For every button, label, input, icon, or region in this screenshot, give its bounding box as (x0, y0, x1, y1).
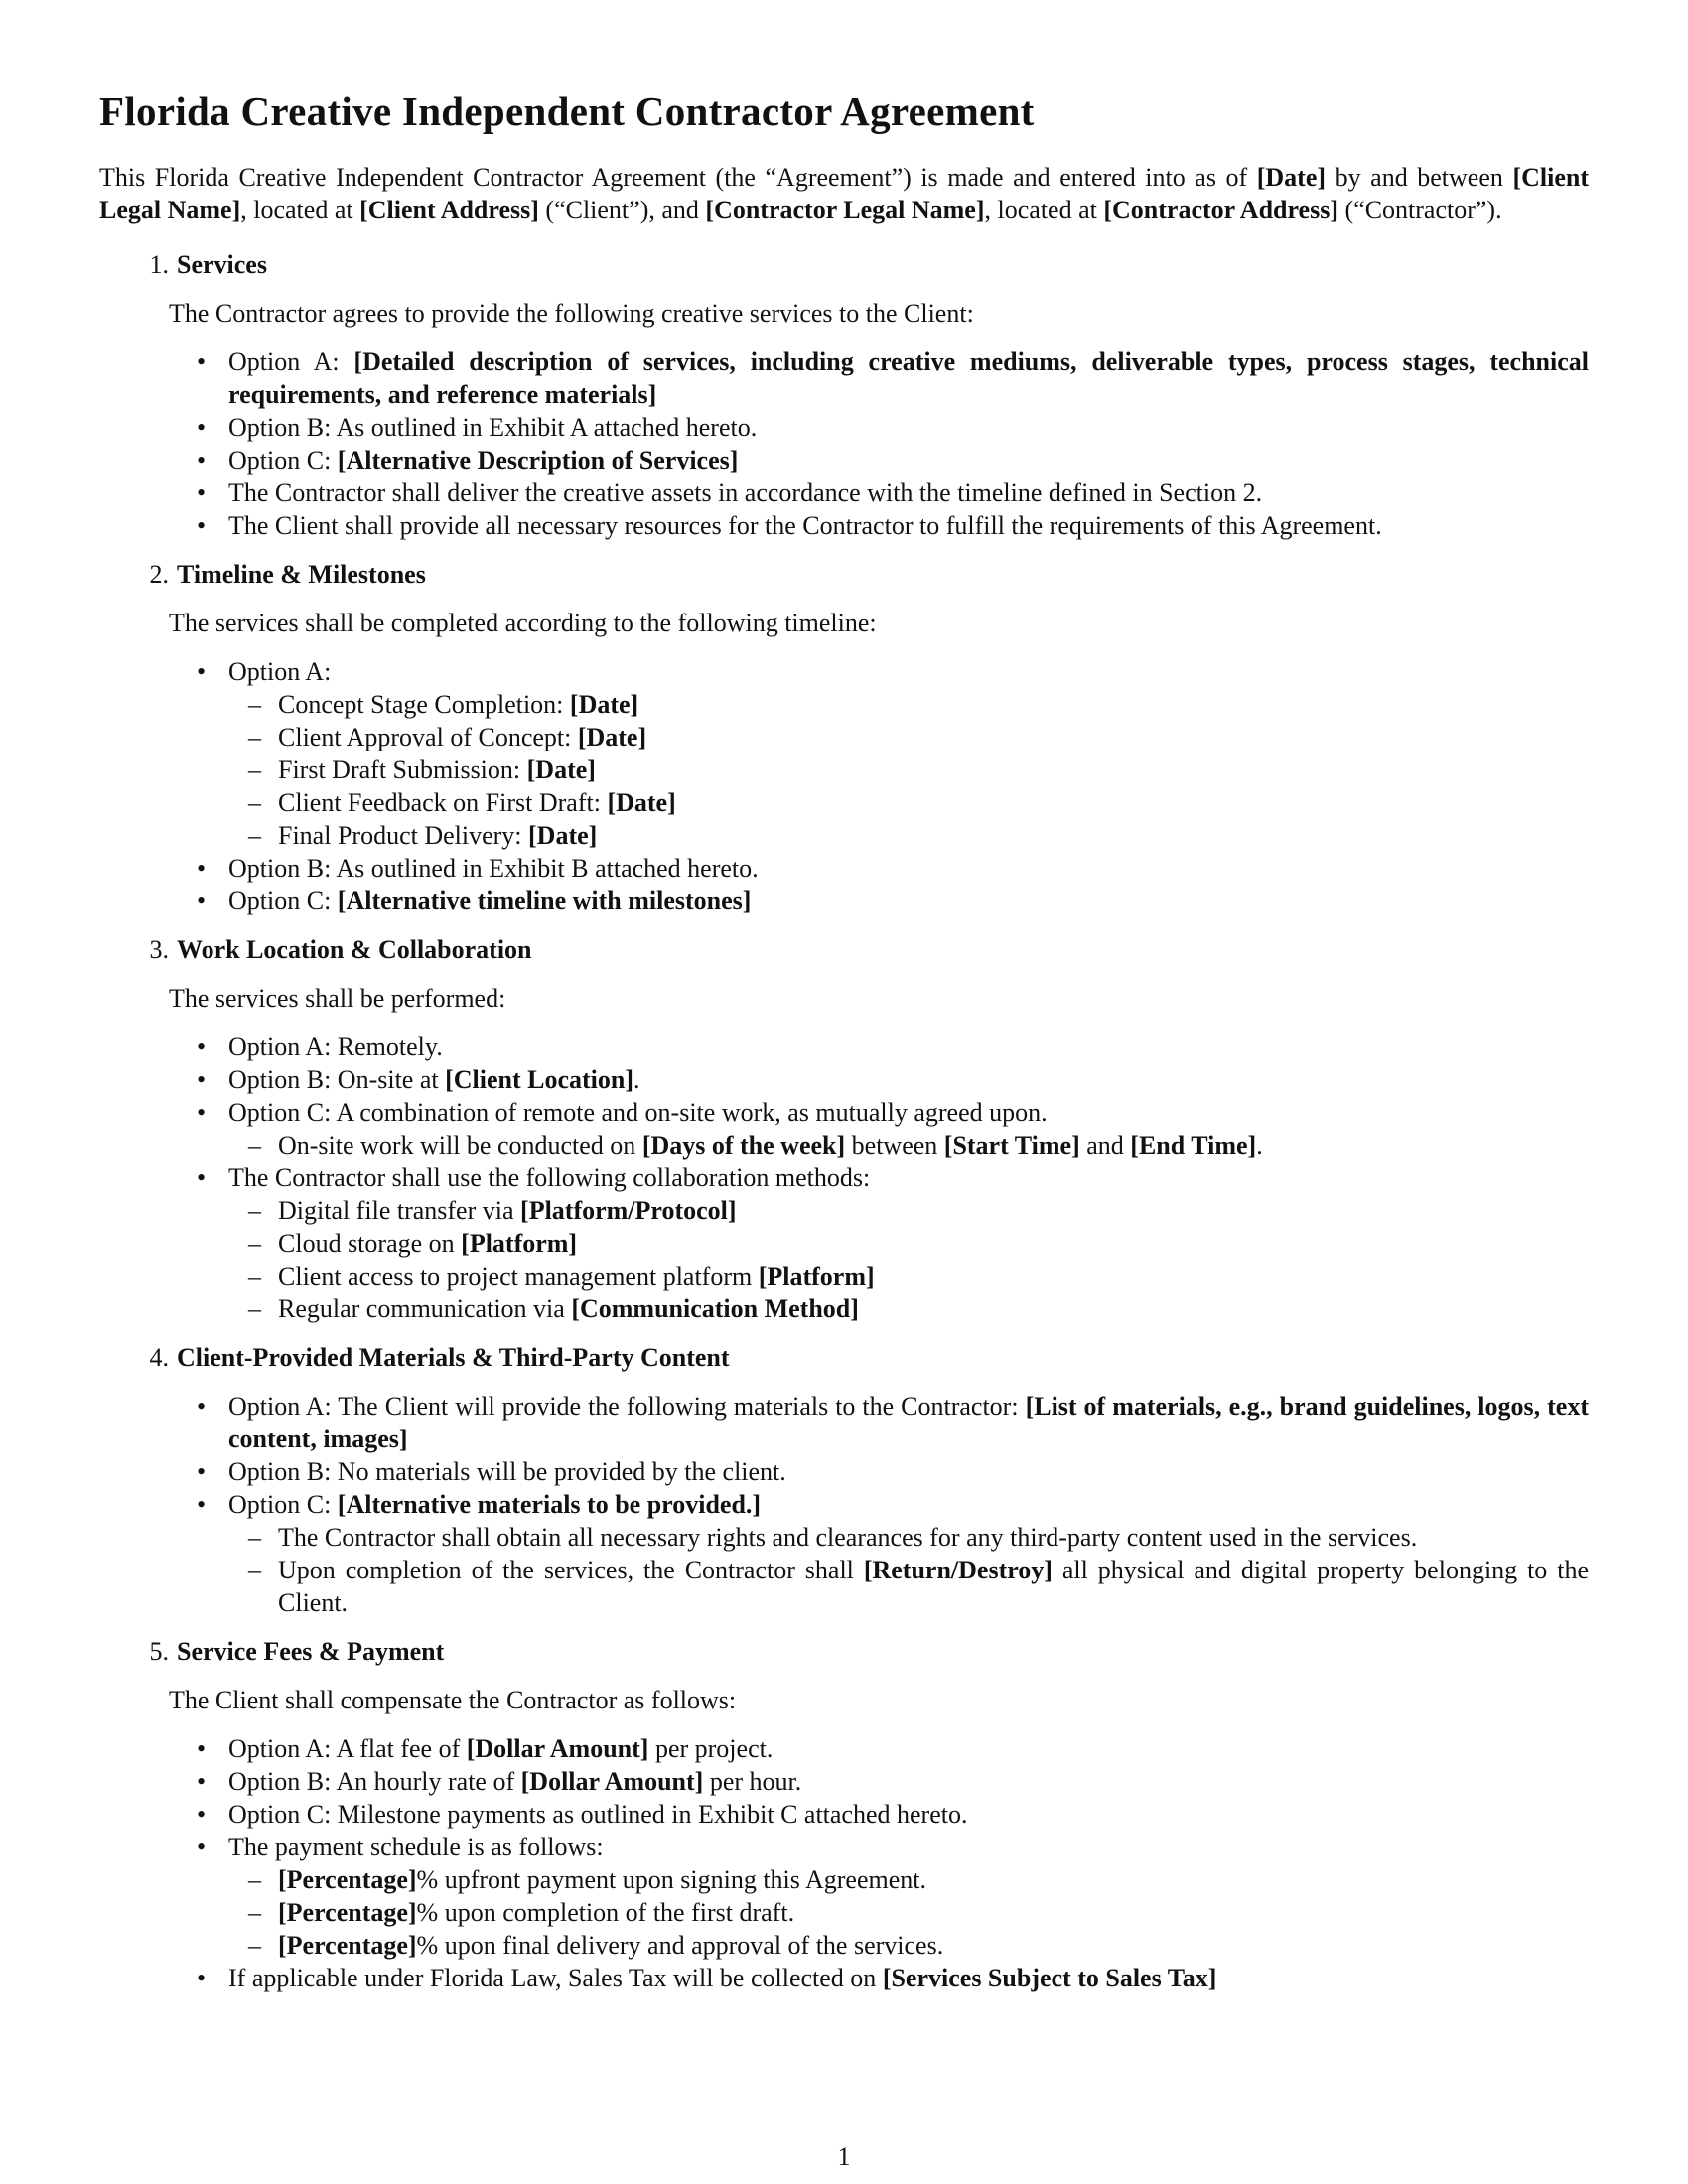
client-location-placeholder: [Client Location] (445, 1065, 634, 1094)
days-placeholder: [Days of the week] (641, 1131, 846, 1160)
date-placeholder: [Date] (526, 755, 596, 784)
section-number: 1. (149, 250, 169, 279)
date-placeholder: [Date] (607, 788, 676, 817)
contractor-address-placeholder: [Contractor Address] (1103, 196, 1338, 224)
sublist-item (278, 1863, 1589, 1896)
list-item (228, 1063, 1589, 1096)
alternative-timeline-placeholder: [Alternative timeline with milestones] (337, 887, 752, 915)
section-fees (99, 1635, 1589, 1994)
milestone-label: Client Feedback on First Draft: (278, 788, 608, 817)
list-item (228, 1732, 1589, 1765)
platform-placeholder: [Platform] (461, 1229, 578, 1258)
list-item (228, 1390, 1589, 1455)
list-item (228, 655, 1589, 852)
materials-options-list (228, 1390, 1589, 1619)
services-options-list (228, 345, 1589, 542)
section-title: Services (177, 250, 267, 279)
milestone-list (278, 688, 1589, 852)
option-label: Option C: (228, 1490, 338, 1519)
intro-text: , located at (984, 196, 1104, 224)
start-time-placeholder: [Start Time] (943, 1131, 1080, 1160)
communication-method-placeholder: [Communication Method] (571, 1295, 859, 1323)
date-placeholder: [Date] (569, 690, 639, 719)
section-lead: The Contractor agrees to provide the following creative services to the Client: (169, 299, 974, 328)
percentage-placeholder: [Percentage] (278, 1865, 417, 1894)
section-lead: The Client shall compensate the Contractor as follows: (169, 1686, 737, 1714)
list-item (228, 1161, 1589, 1325)
alternative-services-placeholder: [Alternative Description of Services] (337, 446, 739, 475)
option-label: Option A: A flat fee of (228, 1734, 467, 1763)
end-time-placeholder: [End Time] (1130, 1131, 1257, 1160)
page-number: 1 (837, 2142, 851, 2171)
section-heading (99, 558, 1589, 591)
section-number: 3. (149, 935, 169, 964)
section-number: 5. (149, 1637, 169, 1666)
section-title: Service Fees & Payment (177, 1637, 445, 1666)
sublist-item (278, 1929, 1589, 1962)
services-description-placeholder: [Detailed description of services, including creative mediums, deliverable types, process stages, technical requirements, and reference materials] (228, 347, 1590, 409)
return-destroy-placeholder: [Return/Destroy] (863, 1556, 1053, 1584)
date-placeholder: [Date] (528, 821, 598, 850)
section-lead: The services shall be completed according to the following timeline: (169, 609, 877, 637)
client-address-placeholder: [Client Address] (359, 196, 539, 224)
collaboration-sublist (278, 1194, 1589, 1325)
platform-protocol-placeholder: [Platform/Protocol] (520, 1196, 737, 1225)
option-label: Option A: (228, 347, 354, 376)
option-label: If applicable under Florida Law, Sales Tax will be collected on (228, 1964, 883, 1992)
section-number: 2. (149, 560, 169, 589)
milestone-item (278, 819, 1589, 852)
materials-sublist (278, 1521, 1589, 1619)
sublist-item (278, 1260, 1589, 1293)
percentage-placeholder: [Percentage] (278, 1931, 417, 1960)
timeline-options-list (228, 655, 1589, 917)
sublist-text: Upon completion of the services, the Contractor shall (278, 1556, 864, 1584)
option-text: per hour. (703, 1767, 802, 1796)
contractor-name-placeholder: [Contractor Legal Name] (705, 196, 985, 224)
sales-tax-placeholder: [Services Subject to Sales Tax] (882, 1964, 1217, 1992)
section-heading (99, 248, 1589, 281)
alternative-materials-placeholder: [Alternative materials to be provided.] (337, 1490, 762, 1519)
sublist-item (278, 1554, 1589, 1619)
list-item (228, 885, 1589, 917)
intro-paragraph (99, 161, 1589, 226)
sublist-item (278, 1194, 1589, 1227)
sublist-text: Regular communication via (278, 1295, 572, 1323)
client-name-placeholder: [Client Legal Name] (99, 163, 1589, 224)
list-item (228, 444, 1589, 477)
date-placeholder: [Date] (1256, 163, 1327, 192)
sublist-text: Digital file transfer via (278, 1196, 521, 1225)
sublist-text: % upon completion of the first draft. (416, 1898, 795, 1927)
option-text: per project. (648, 1734, 774, 1763)
list-item: • The Contractor shall deliver the creative assets in accordance with the timeline defined in Section 2. (228, 477, 1589, 509)
option-label: Option B: On-site at (228, 1065, 446, 1094)
list-item: • Option B: As outlined in Exhibit A attached hereto. (228, 411, 1589, 444)
section-lead: The services shall be performed: (169, 984, 506, 1013)
sublist-item (278, 1896, 1589, 1929)
milestone-label: Final Product Delivery: (278, 821, 529, 850)
dollar-amount-placeholder: [Dollar Amount] (466, 1734, 649, 1763)
sublist-text: all physical and digital property belonging to the Client. (278, 1556, 1589, 1617)
option-label: Option B: An hourly rate of (228, 1767, 521, 1796)
option-label: Option A: The Client will provide the following materials to the Contractor: (228, 1392, 1026, 1421)
section-number: 4. (149, 1343, 169, 1372)
section-work-location (99, 933, 1589, 1325)
section-timeline (99, 558, 1589, 917)
milestone-item (278, 688, 1589, 721)
section-title: Client-Provided Materials & Third-Party Content (177, 1343, 730, 1372)
sublist-item (278, 1293, 1589, 1325)
milestone-label: First Draft Submission: (278, 755, 527, 784)
list-item (228, 1831, 1589, 1962)
milestone-label: Concept Stage Completion: (278, 690, 570, 719)
option-label: The Contractor shall use the following collaboration methods: (228, 1163, 871, 1192)
milestone-item (278, 753, 1589, 786)
intro-text: , located at (240, 196, 360, 224)
sublist-text: % upon final delivery and approval of the services. (416, 1931, 944, 1960)
list-item: • The Client shall provide all necessary resources for the Contractor to fulfill the requirements of this Agreement. (228, 509, 1589, 542)
option-label: The payment schedule is as follows: (228, 1833, 604, 1861)
sublist-text: and (1079, 1131, 1131, 1160)
punctuation: . (1256, 1131, 1263, 1160)
document-title: Florida Creative Independent Contractor Agreement (99, 88, 1035, 134)
sublist-text: between (845, 1131, 944, 1160)
list-item: • Option B: As outlined in Exhibit B attached hereto. (228, 852, 1589, 885)
section-heading (99, 1341, 1589, 1374)
list-item (228, 1962, 1589, 1994)
location-options-list (228, 1030, 1589, 1325)
list-item (228, 1765, 1589, 1798)
milestone-item (278, 721, 1589, 753)
platform-placeholder: [Platform] (758, 1262, 875, 1291)
sublist-text: On-site work will be conducted on (278, 1131, 642, 1160)
section-heading (99, 933, 1589, 966)
sublist-item: – The Contractor shall obtain all necessary rights and clearances for any third-party content used in the services. (278, 1521, 1589, 1554)
list-item: • Option A: Remotely. (228, 1030, 1589, 1063)
option-label: Option C: (228, 446, 338, 475)
document-page (99, 87, 1589, 2010)
intro-text: (“Contractor”). (1338, 196, 1502, 224)
section-materials (99, 1341, 1589, 1619)
milestone-item (278, 786, 1589, 819)
section-title: Work Location & Collaboration (177, 935, 532, 964)
onsite-sublist (278, 1129, 1589, 1161)
intro-text: This Florida Creative Independent Contractor Agreement (the “Agreement”) is made and entered into as of (99, 163, 1257, 192)
list-item: • Option B: No materials will be provided by the client. (228, 1455, 1589, 1488)
list-item: • Option C: Milestone payments as outlined in Exhibit C attached hereto. (228, 1798, 1589, 1831)
section-title: Timeline & Milestones (177, 560, 426, 589)
list-item (228, 1488, 1589, 1619)
section-services (99, 248, 1589, 542)
date-placeholder: [Date] (577, 723, 647, 751)
option-label: Option C: (228, 887, 338, 915)
list-item (228, 1096, 1589, 1161)
dollar-amount-placeholder: [Dollar Amount] (520, 1767, 704, 1796)
list-item (228, 345, 1589, 411)
intro-text: by and between (1326, 163, 1513, 192)
sublist-text: Cloud storage on (278, 1229, 462, 1258)
sublist-item (278, 1129, 1589, 1161)
section-heading (99, 1635, 1589, 1668)
materials-list-placeholder: [List of materials, e.g., brand guidelines, logos, text content, images] (228, 1392, 1589, 1453)
sublist-text: % upfront payment upon signing this Agreement. (416, 1865, 926, 1894)
sublist-text: Client access to project management platform (278, 1262, 759, 1291)
option-label: Option C: A combination of remote and on-site work, as mutually agreed upon. (228, 1098, 1048, 1127)
punctuation: . (633, 1065, 640, 1094)
intro-text: (“Client”), and (538, 196, 706, 224)
percentage-placeholder: [Percentage] (278, 1898, 417, 1927)
payment-schedule-list (278, 1863, 1589, 1962)
option-label: Option A: (228, 657, 332, 686)
sublist-item (278, 1227, 1589, 1260)
fees-options-list (228, 1732, 1589, 1994)
milestone-label: Client Approval of Concept: (278, 723, 578, 751)
